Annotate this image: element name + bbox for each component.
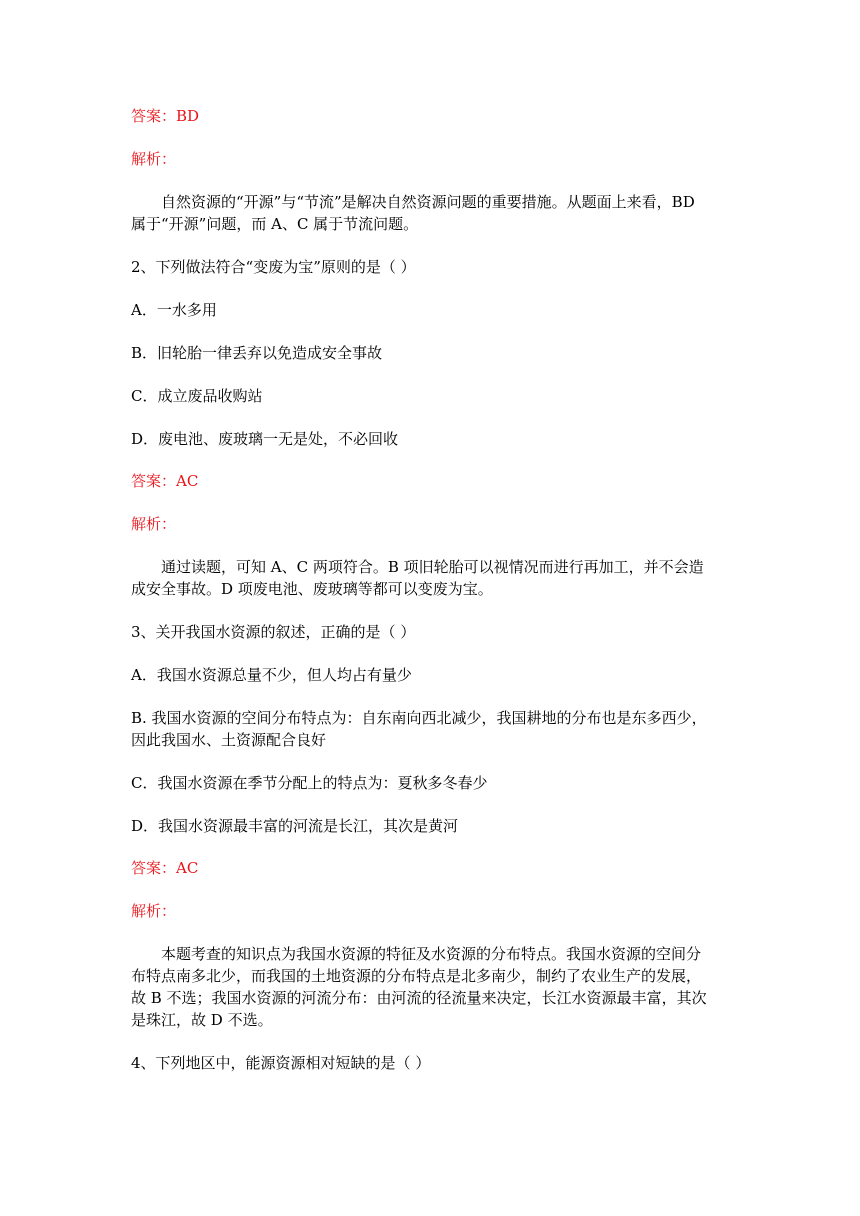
analysis-3-line-3: 故 B 不选；我国水资源的河流分布：由河流的径流量来决定，长江水资源最丰富，其次 <box>131 989 707 1007</box>
question-3-option-b-line-2: 因此我国水、土资源配合良好 <box>131 731 327 749</box>
analysis-1-line-1: 自然资源的“开源”与“节流”是解决自然资源问题的重要措施。从题面上来看，BD <box>161 193 695 211</box>
analysis-3-line-1: 本题考查的知识点为我国水资源的特征及水资源的分布特点。我国水资源的空间分 <box>161 945 702 963</box>
question-3-option-c: C．我国水资源在季节分配上的特点为：夏秋多冬春少 <box>131 774 488 792</box>
analysis-label-2: 解析： <box>131 515 177 533</box>
question-2-option-b: B．旧轮胎一律丢弃以免造成安全事故 <box>131 344 383 362</box>
question-2-option-a: A．一水多用 <box>131 301 217 319</box>
answer-3: 答案：AC <box>131 859 199 877</box>
analysis-3-line-4: 是珠江，故 D 不选。 <box>131 1011 273 1029</box>
question-3-option-d: D．我国水资源最丰富的河流是长江，其次是黄河 <box>131 817 459 835</box>
question-2-option-d: D．废电池、废玻璃一无是处，不必回收 <box>131 430 399 448</box>
analysis-2-line-2: 成安全事故。D 项废电池、废玻璃等都可以变废为宝。 <box>131 580 493 598</box>
analysis-1-line-2: 属于“开源”问题，而 A、C 属于节流问题。 <box>131 215 419 233</box>
analysis-label-1: 解析： <box>131 150 177 168</box>
question-2-stem: 2、下列做法符合“变废为宝”原则的是（ ） <box>131 258 416 276</box>
analysis-label-3: 解析： <box>131 902 177 920</box>
question-3-option-b-line-1: B. 我国水资源的空间分布特点为：自东南向西北减少，我国耕地的分布也是东多西少， <box>131 709 707 727</box>
analysis-3-line-2: 布特点南多北少，而我国的土地资源的分布特点是北多南少，制约了农业生产的发展， <box>131 967 702 985</box>
question-3-stem: 3、关开我国水资源的叙述，正确的是（ ） <box>131 623 416 641</box>
answer-2: 答案：AC <box>131 472 199 490</box>
answer-1: 答案：BD <box>131 107 200 125</box>
question-4-stem: 4、下列地区中，能源资源相对短缺的是（ ） <box>131 1054 431 1072</box>
analysis-2-line-1: 通过读题，可知 A、C 两项符合。B 项旧轮胎可以视情况而进行再加工，并不会造 <box>161 558 704 576</box>
question-3-option-a: A．我国水资源总量不少，但人均占有量少 <box>131 666 412 684</box>
question-2-option-c: C．成立废品收购站 <box>131 387 263 405</box>
